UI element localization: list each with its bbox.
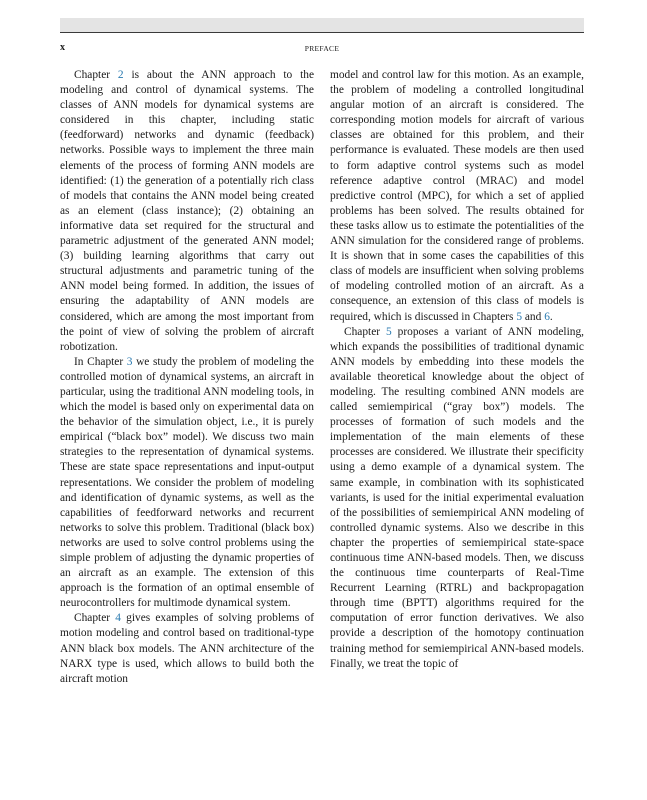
- text-run: Chapter: [74, 69, 118, 81]
- text-run: Chapter: [74, 612, 116, 625]
- text-run: In Chapter: [74, 355, 127, 368]
- text-run: .: [549, 310, 553, 323]
- top-rule-bar: [60, 18, 584, 33]
- text-run: is about the ANN approach to the modeling and control of dynamical systems. The classes of ANN models for dynamical systems are considered in this chapter, including static (feedforward) networks and dynamic (feedback) networks. Possible ways to implement the three main elements of the process of forming ANN models are identified: (1) the generation of a potentially rich class of models that contains the ANN model being created as an element (class instance); (2) obtaining an informative data set required for the structural and parametric adjustment of the generated ANN model; (3) building learning algorithms that carry out structural adjustments and parametric tuning of the ANN model being formed. In addition, the issues of ensuring the adaptability of ANN models are considered, which are among the most important from the point of view of solving the problem of aircraft robotization.: [60, 69, 314, 353]
- chapter-ref-link[interactable]: 6: [544, 310, 550, 323]
- chapter-ref-link[interactable]: 5: [386, 325, 392, 338]
- paragraph-chapter-3: [60, 355, 314, 612]
- chapter-ref-link[interactable]: 2: [117, 69, 124, 81]
- paragraph-chapter-4: [60, 611, 314, 686]
- text-run: we study the problem of modeling the controlled motion of dynamical systems, an aircraft in particular, using the traditional ANN modeling tools, in which the model is based only on experimental data on the behavior of the simulation object, i.e., it is purely empirical (“black box” model). We discuss two main strategies to the representation of dynamical systems. These are state space representations and input-output representations. We consider the problem of modeling and identification of dynamic systems, as well as the capabilities of feedforward networks and recurrent networks to solve this problem. Traditional (black box) networks are used to solve control problems using the simple problem of adjusting the dynamic properties of an aircraft as an example. The extension of this approach is the formation of an optimal ensemble of neurocontrollers for multimode dynamical system.: [60, 355, 314, 610]
- section-title: PREFACE: [304, 44, 340, 53]
- text-run: model and control law for this motion. As an example, the problem of modeling a controlled longitudinal angular motion of an aircraft is considered. The corresponding motion models for aircraft of various classes are obtained for this problem, and their performance is evaluated. These models are then used to form adaptive control systems such as model reference adaptive control (MRAC) and model predictive control (MPC), for which a set of applied problems has been solved. The results obtained for these tasks allow us to estimate the potentialities of the ANN simulation for the considered range of problems. It is shown that in some cases the capabilities of this class of models are insufficient when solving problems of modeling controlled motion of an aircraft. As a consequence, an extension of this class of models is required, which is discussed in Chapters: [330, 69, 584, 323]
- chapter-ref-link[interactable]: 4: [115, 612, 121, 625]
- running-header: [60, 42, 584, 54]
- paragraph-continued: [330, 68, 584, 325]
- paragraph-chapter-2: [60, 68, 314, 355]
- left-column: [60, 68, 314, 687]
- page-number: x: [60, 42, 65, 53]
- text-run: Chapter: [344, 325, 387, 338]
- text-run: and: [522, 310, 545, 323]
- paragraph-chapter-5: [330, 325, 584, 672]
- chapter-ref-link[interactable]: 3: [126, 355, 133, 368]
- right-column: [330, 68, 584, 672]
- chapter-ref-link[interactable]: 5: [516, 310, 523, 323]
- text-run: gives examples of solving problems of motion modeling and control based on traditional-type ANN black box models. The ANN architecture of the NARX type is used, which allows to build both the aircraft motion: [60, 612, 315, 685]
- text-run: proposes a variant of ANN modeling, which expands the possibilities of traditional dynamic ANN models by embedding into these models the available theoretical knowledge about the object of modeling. The resulting combined ANN models are called semiempirical (“gray box”) models. The processes of formation of such models and the implementation of the main elements of these processes are considered. We illustrate their specificity using a demo example of a dynamical system. The same example, in combination with its sophisticated variants, is used for the initial experimental evaluation of the possibilities of semiempirical ANN modeling of controlled dynamic systems. Also we describe in this chapter the properties of semiempirical state-space continuous time ANN-based models. Then, we discuss the continuous time counterparts of Real-Time Recurrent Learning (RTRL) and backpropagation through time (BPTT) algorithms required for the computation of error function derivatives. We also provide a description of the homotopy continuation training method for semiempirical ANN-based models. Finally, we treat the topic of: [330, 325, 584, 670]
